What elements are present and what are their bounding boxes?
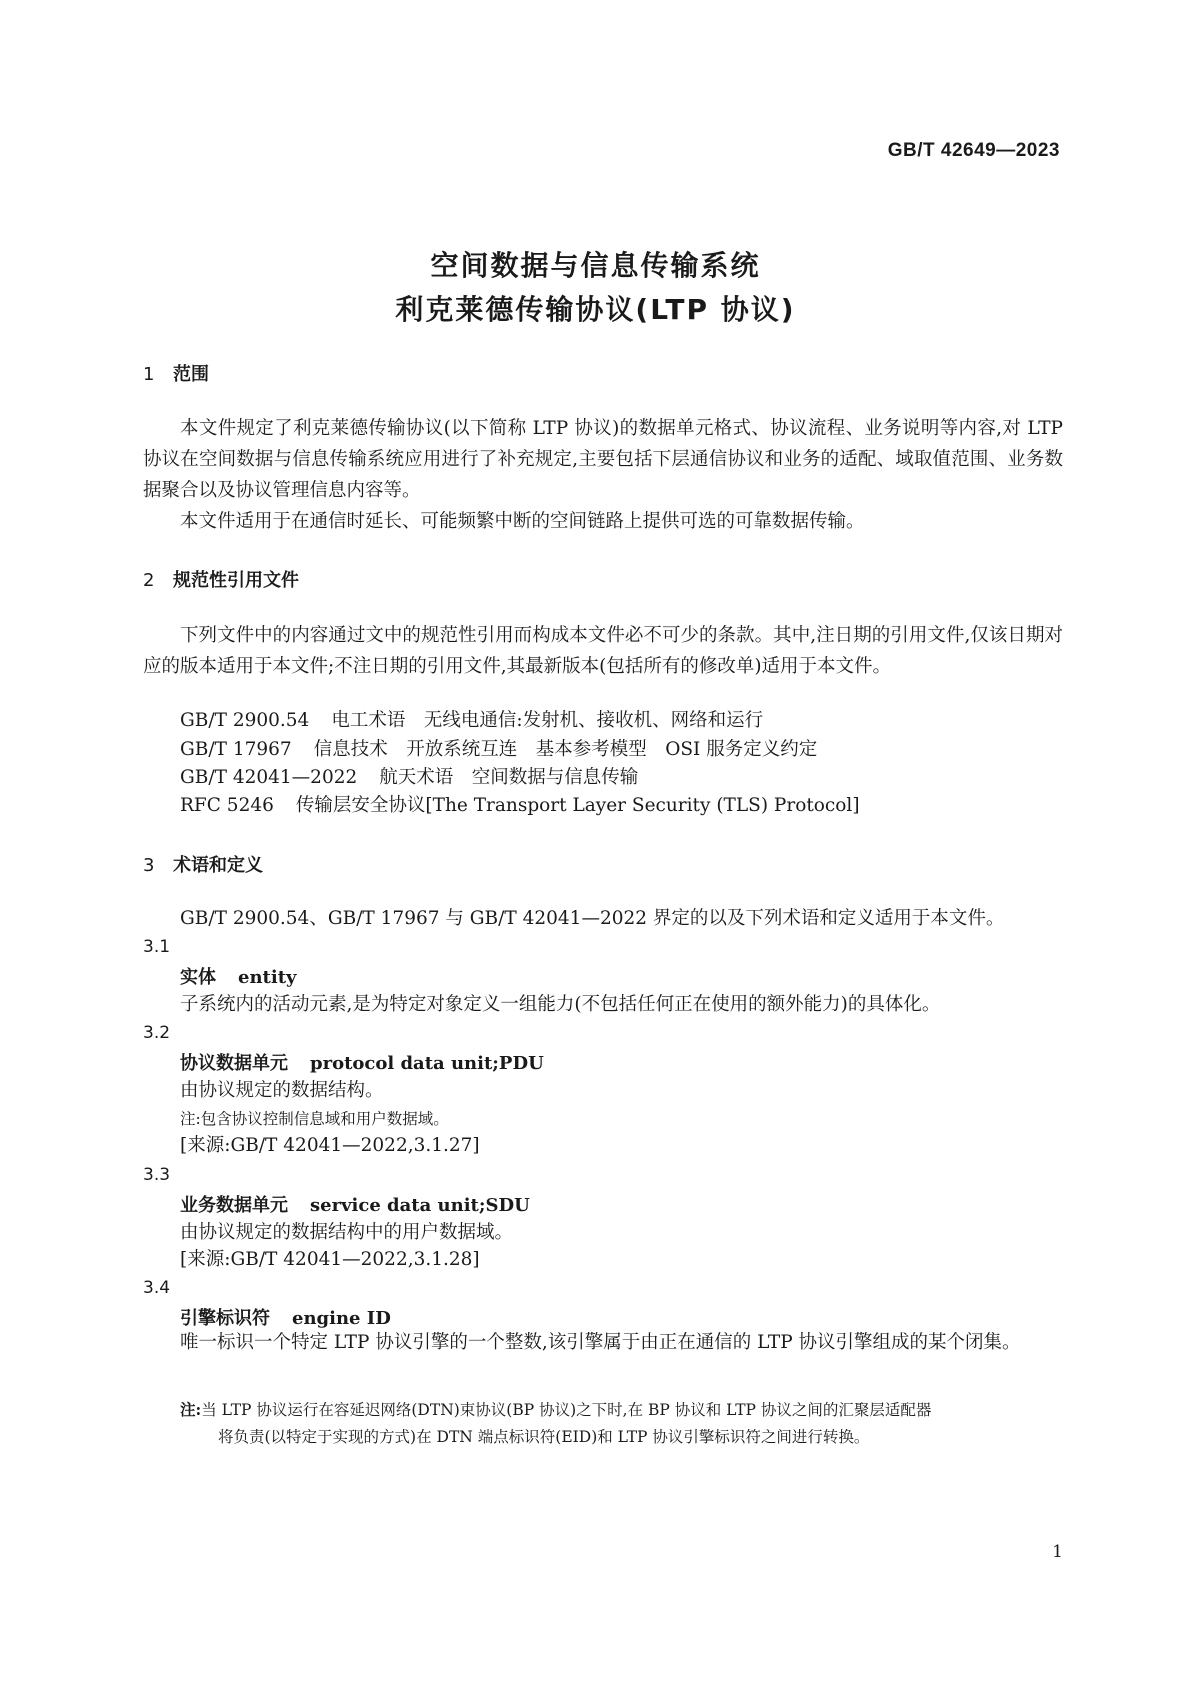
normative-reference — [180, 734, 817, 765]
section-2-heading — [143, 566, 299, 592]
reference-title: 信息技术 开放系统互连 基本参考模型 OSI 服务定义约定 — [313, 739, 818, 760]
section-number: 3 — [143, 855, 155, 876]
reference-title: 传输层安全协议[The Transport Layer Security (TLS) Protocol] — [295, 795, 860, 816]
document-title-line-1: 空间数据与信息传输系统 — [430, 249, 761, 282]
term-source: [来源:GB/T 42041—2022,3.1.28] — [180, 1249, 480, 1270]
section-3-heading — [143, 851, 263, 877]
section-title: 规范性引用文件 — [173, 570, 299, 591]
document-title-line-2: 利克莱德传输协议(LTP 协议) — [395, 293, 796, 326]
term-zh: 协议数据单元 — [180, 1053, 288, 1074]
term-number: 3.2 — [143, 1023, 171, 1043]
term-note: 注:包含协议控制信息域和用户数据域。 — [180, 1110, 449, 1128]
note-label: 注: — [180, 1400, 202, 1419]
section-number: 1 — [143, 364, 155, 385]
term-definition: 由协议规定的数据结构中的用户数据域。 — [180, 1222, 514, 1243]
reference-code: GB/T 2900.54 — [180, 710, 310, 731]
standard-number: GB/T 42649—2023 — [887, 140, 1060, 161]
term-definition: 子系统内的活动元素,是为特定对象定义一组能力(不包括任何正在使用的额外能力)的具体化。 — [180, 994, 941, 1015]
section-1-heading — [143, 360, 209, 386]
section-3-intro: GB/T 2900.54、GB/T 17967 与 GB/T 42041—2022 界定的以及下列术语和定义适用于本文件。 — [180, 908, 1005, 929]
term-zh: 业务数据单元 — [180, 1195, 288, 1216]
term-zh: 引擎标识符 — [180, 1308, 270, 1329]
note-text-continued: 将负责(以特定于实现的方式)在 DTN 端点标识符(EID)和 LTP 协议引擎标识符之间进行转换。 — [218, 1428, 870, 1446]
term-definition: 由协议规定的数据结构。 — [180, 1080, 384, 1101]
term-number: 3.3 — [143, 1165, 171, 1185]
normative-reference — [180, 705, 763, 736]
term-note — [180, 1396, 1064, 1451]
term-heading — [180, 963, 296, 989]
reference-code: GB/T 17967 — [180, 739, 292, 760]
normative-reference — [180, 790, 860, 821]
normative-reference — [180, 762, 638, 793]
term-heading — [180, 1191, 530, 1217]
reference-title: 电工术语 无线电通信:发射机、接收机、网络和运行 — [331, 710, 764, 731]
term-number: 3.1 — [143, 937, 171, 957]
section-2-paragraph-1: 下列文件中的内容通过文中的规范性引用而构成本文件必不可少的条款。其中,注日期的引用文件,仅该日期对应的版本适用于本文件;不注日期的引用文件,其最新版本(包括所有的修改单)适用于本文件。 — [143, 625, 1063, 677]
section-title: 术语和定义 — [173, 855, 263, 876]
section-1-paragraph-2: 本文件适用于在通信时延长、可能频繁中断的空间链路上提供可选的可靠数据传输。 — [180, 511, 865, 532]
term-definition: 唯一标识一个特定 LTP 协议引擎的一个整数,该引擎属于由正在通信的 LTP 协议引擎组成的某个闭集。 — [180, 1332, 1021, 1353]
section-1-paragraph-1: 本文件规定了利克莱德传输协议(以下简称 LTP 协议)的数据单元格式、协议流程、业务说明等内容,对 LTP 协议在空间数据与信息传输系统应用进行了补充规定,主要包括下层通信协议和业务的适配、域取值范围、业务数据聚合以及协议管理信息内容等。 — [143, 418, 1063, 501]
term-zh: 实体 — [180, 967, 216, 988]
page-number: 1 — [1052, 1542, 1063, 1562]
term-en: service data unit;SDU — [310, 1195, 530, 1216]
term-en: engine ID — [292, 1308, 391, 1329]
term-en: protocol data unit;PDU — [310, 1053, 544, 1074]
term-number: 3.4 — [143, 1278, 171, 1298]
term-heading — [180, 1049, 544, 1075]
reference-code: RFC 5246 — [180, 795, 274, 816]
term-en: entity — [238, 967, 297, 988]
term-source: [来源:GB/T 42041—2022,3.1.27] — [180, 1135, 480, 1156]
section-number: 2 — [143, 570, 155, 591]
note-text: 当 LTP 协议运行在容延迟网络(DTN)束协议(BP 协议)之下时,在 BP 协议和 LTP 协议之间的汇聚层适配器 — [201, 1401, 932, 1419]
reference-code: GB/T 42041—2022 — [180, 767, 358, 788]
section-title: 范围 — [173, 364, 209, 385]
reference-title: 航天术语 空间数据与信息传输 — [379, 767, 639, 788]
